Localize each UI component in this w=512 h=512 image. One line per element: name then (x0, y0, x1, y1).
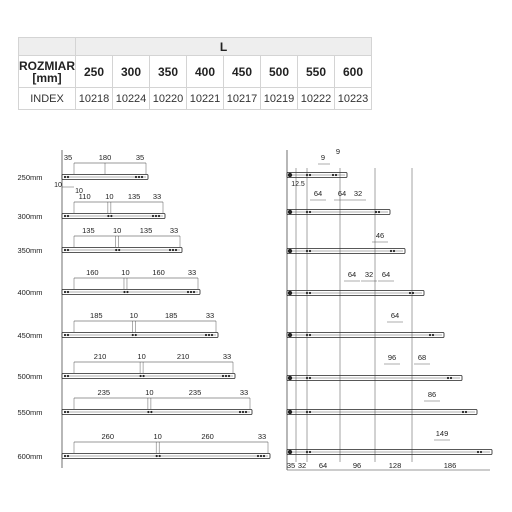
dimension-label: 135 (127, 192, 141, 201)
rear-mount-hole (211, 334, 213, 336)
dimension-label: 10 (129, 311, 138, 320)
mount-hole (375, 211, 377, 213)
index-cell: 10218 (76, 88, 113, 110)
row-size-label: 250mm (17, 173, 43, 182)
mount-hole (432, 334, 434, 336)
index-cell: 10224 (113, 88, 150, 110)
rear-mount-hole (155, 215, 157, 217)
dimension-label: 10 (75, 188, 83, 195)
mid-mount-hole (142, 375, 144, 377)
bottom-dimension-label: 96 (352, 461, 362, 470)
rear-mount-hole (187, 291, 189, 293)
dimension-label: 10 (105, 192, 114, 201)
row-size-label: 350mm (17, 246, 43, 255)
mid-mount-hole (139, 375, 141, 377)
mount-hole (309, 292, 311, 294)
size-cell: 300 (113, 56, 150, 88)
mount-hole (309, 411, 311, 413)
front-mount-hole (67, 249, 69, 251)
front-screw (288, 291, 292, 295)
dimension-label: 33 (205, 311, 215, 320)
size-label-text: ROZMIAR (19, 58, 75, 73)
front-mount-hole (67, 215, 69, 217)
dimension-label: 10 (137, 352, 146, 361)
mount-hole (465, 411, 467, 413)
rear-mount-hole (158, 215, 160, 217)
bottom-dimension-label: 64 (318, 461, 328, 470)
dimension-label: 32 (364, 270, 374, 279)
dimension-label: 96 (387, 353, 397, 362)
dimension-label: 260 (101, 432, 115, 441)
mid-mount-hole (110, 215, 112, 217)
dimension-label: 235 (188, 388, 202, 397)
mount-hole (309, 451, 311, 453)
front-mount-hole (67, 375, 69, 377)
dimension-label: 260 (201, 432, 214, 441)
rear-mount-hole (239, 411, 241, 413)
dimension-label: 9 (335, 147, 341, 156)
mid-mount-hole (107, 215, 109, 217)
index-cell: 10217 (224, 88, 261, 110)
dimension-label: 10 (145, 388, 154, 397)
rear-mount-hole (263, 455, 265, 457)
index-cell: 10223 (335, 88, 372, 110)
dimension-label: 160 (152, 268, 165, 277)
dimension-label: 33 (152, 192, 162, 201)
index-row-label: INDEX (19, 88, 76, 110)
front-screw (288, 376, 292, 380)
dimension-label: 64 (390, 311, 400, 320)
size-cell: 250 (76, 56, 113, 88)
rear-mount-hole (175, 249, 177, 251)
front-mount-hole (67, 291, 69, 293)
rear-mount-hole (208, 334, 210, 336)
dimension-label: 33 (187, 268, 197, 277)
row-size-label: 400mm (17, 288, 43, 297)
index-cell: 10221 (187, 88, 224, 110)
dimension-label: 9 (320, 153, 326, 162)
mid-mount-hole (115, 249, 117, 251)
dimension-label: 86 (427, 390, 437, 399)
dimension-label: 110 (78, 192, 91, 201)
mount-hole (450, 377, 452, 379)
mid-mount-hole (159, 455, 161, 457)
mid-mount-hole (132, 334, 134, 336)
rear-mount-hole (245, 411, 247, 413)
row-size-label: 600mm (17, 452, 43, 461)
index-cell: 10219 (261, 88, 298, 110)
mount-hole (332, 174, 334, 176)
dimension-label: 33 (222, 352, 232, 361)
dimension-label: 135 (82, 226, 95, 235)
front-mount-hole (67, 176, 69, 178)
bottom-dimension-label: 35 (286, 461, 296, 470)
mount-hole (480, 451, 482, 453)
mount-hole (393, 250, 395, 252)
front-mount-hole (64, 375, 66, 377)
size-cell: 550 (298, 56, 335, 88)
rear-mount-hole (222, 375, 224, 377)
dimension-label: 35 (135, 153, 145, 162)
mid-mount-hole (150, 411, 152, 413)
front-mount-hole (64, 455, 66, 457)
size-cell: 600 (335, 56, 372, 88)
dimension-label: 10 (121, 268, 130, 277)
dimension-label: 68 (417, 353, 427, 362)
mount-hole (429, 334, 431, 336)
size-cell: 350 (150, 56, 187, 88)
row-size-label: 450mm (17, 331, 43, 340)
mid-mount-hole (126, 291, 128, 293)
row-size-label: 550mm (17, 408, 43, 417)
dimension-label: 32 (353, 189, 363, 198)
mount-hole (462, 411, 464, 413)
rear-mount-hole (260, 455, 262, 457)
rear-mount-hole (172, 249, 174, 251)
size-cell: 450 (224, 56, 261, 88)
size-cell: 500 (261, 56, 298, 88)
mid-mount-hole (156, 455, 158, 457)
dimension-label: 10 (113, 226, 122, 235)
mount-hole (390, 250, 392, 252)
front-mount-hole (64, 411, 66, 413)
bottom-dimension-label: 128 (388, 461, 402, 470)
rear-mount-hole (242, 411, 244, 413)
rear-mount-hole (152, 215, 154, 217)
dimension-label: 33 (169, 226, 179, 235)
bottom-dimension-label: 32 (297, 461, 307, 470)
mount-hole (335, 174, 337, 176)
front-mount-hole (64, 215, 66, 217)
index-cell: 10222 (298, 88, 335, 110)
row-size-label: 300mm (17, 212, 43, 221)
front-mount-hole (67, 455, 69, 457)
dimension-label: 10 (153, 432, 162, 441)
index-cell: 10220 (150, 88, 187, 110)
dimension-label: 160 (86, 268, 99, 277)
row-size-label: 500mm (17, 372, 43, 381)
front-screw (288, 450, 292, 454)
dimension-label: 46 (375, 231, 385, 240)
front-mount-hole (67, 411, 69, 413)
dimension-label: 33 (239, 388, 249, 397)
dimension-label: 10 (54, 182, 62, 189)
dimension-label: 64 (313, 189, 323, 198)
rear-mount-hole (190, 291, 192, 293)
rear-mount-hole (141, 176, 143, 178)
front-screw (288, 210, 292, 214)
front-screw (288, 173, 292, 177)
size-cell: 400 (187, 56, 224, 88)
rear-mount-hole (135, 176, 137, 178)
mount-hole (409, 292, 411, 294)
mount-hole (309, 250, 311, 252)
mid-mount-hole (123, 291, 125, 293)
mount-hole (412, 292, 414, 294)
dimension-label: 185 (164, 311, 178, 320)
front-mount-hole (64, 291, 66, 293)
bottom-dimension-label: 186 (443, 461, 457, 470)
mid-mount-hole (118, 249, 120, 251)
dimension-label: 210 (93, 352, 107, 361)
front-mount-hole (64, 334, 66, 336)
mid-mount-hole (147, 411, 149, 413)
mount-hole (447, 377, 449, 379)
rear-mount-hole (138, 176, 140, 178)
mid-mount-hole (135, 334, 137, 336)
front-mount-hole (64, 176, 66, 178)
rear-mount-hole (205, 334, 207, 336)
mount-hole (309, 377, 311, 379)
dimension-label: 149 (435, 429, 449, 438)
length-group-header: L (76, 38, 372, 56)
rear-mount-hole (228, 375, 230, 377)
mount-hole (309, 334, 311, 336)
dimension-label: 235 (97, 388, 111, 397)
rear-mount-hole (169, 249, 171, 251)
rear-mount-hole (225, 375, 227, 377)
dimension-label: 180 (98, 153, 112, 162)
dimension-label: 210 (176, 352, 190, 361)
mount-hole (309, 211, 311, 213)
rear-mount-hole (257, 455, 259, 457)
dimension-label: 12.5 (291, 181, 305, 188)
front-mount-hole (67, 334, 69, 336)
mount-hole (309, 174, 311, 176)
dimension-label: 64 (337, 189, 347, 198)
front-mount-hole (64, 249, 66, 251)
rear-mount-hole (193, 291, 195, 293)
dimension-label: 35 (63, 153, 73, 162)
front-screw (288, 249, 292, 253)
dimension-label: 135 (139, 226, 153, 235)
dimension-label: 64 (347, 270, 357, 279)
dimension-label: 33 (257, 432, 267, 441)
front-screw (288, 333, 292, 337)
front-screw (288, 410, 292, 414)
mount-hole (477, 451, 479, 453)
dimension-label: 64 (381, 270, 391, 279)
size-label-unit: [mm] (32, 70, 62, 85)
dimension-label: 185 (90, 311, 103, 320)
mount-hole (378, 211, 380, 213)
